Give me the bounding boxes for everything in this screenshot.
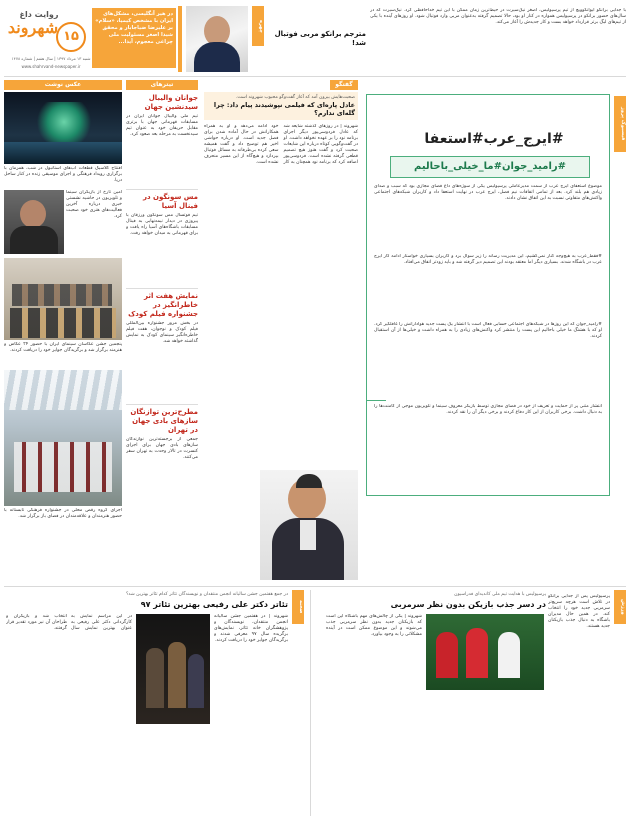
top-story-headline: مترجم برانکو مربی فوتبال شد! — [274, 30, 366, 47]
bottom-sport-subhead: پرسپولیس با هدایت تیم ملی کاندیدای فدراسیون — [454, 592, 546, 597]
photo-caption-4: اجرای گروه رقص محلی در جشنواره فرهنگی تابستانه با حضور هنرمندان و علاقه‌مندان در فضای باز برگزار شد. — [4, 508, 122, 519]
logo: شهروند — [7, 18, 59, 37]
masthead — [4, 4, 174, 74]
photo-night-concert — [4, 92, 122, 164]
bottom-sport-headline: در دسر جذب بازیکن بدون نظر سرمربی — [390, 600, 546, 609]
interview-photo — [260, 470, 358, 580]
photo-folk-dance — [4, 370, 122, 506]
interview-headline: عادل پاره‌ای که فیلمی نپوشیدند پیام داد: چرا گله‌ای ندارم؟ — [213, 101, 355, 117]
top-story-label: چهره — [252, 6, 264, 46]
bottom-theater-body-1: شهروند | در هفتمین جشن سالیانه انجمن منتقدان، نویسندگان و پژوهشگران خانه تئاتر، نمایش‌های برگزیده سال ۹۷ معرفی شدند و برگزیدگان جوایز خود را دریافت کردند. — [214, 614, 288, 643]
photo-caption-2: امین تارخ از بازیگران سینما و تلویزیون در حاشیه نشستی خبری درباره آخرین فعالیت‌های هنری خود صحبت کرد. — [66, 190, 122, 219]
main-feature-body-1: موضوع استعفای ایرج عرب از سمت مدیرعاملی پرسپولیس یکی از سوژه‌های داغ فضای مجازی بود که سبب و صدای زیادی هم بلند کرد. بعد از تمامی اتفاقات نیم فصل، ایرج عرب در نهایت استعفا داد و کاربران شبکه‌های اجتماعی واکنش‌های متفاوتی نسبت به این اتفاق نشان دادند. — [374, 184, 602, 201]
photo-caption-1: افتتاح کلاسیک قطعات آب‌های استانبول در شب، همزمان با برگزاری رویداد فرهنگی و اجرای موسیقی زنده در کنار ساحل دریا. — [4, 166, 122, 183]
photo-caption-3: پنجمین جشن عکاسان سینمای ایران با حضور ۲۴ عکاس و هنرمند برگزار شد و برگزیدگان جوایز خود را دریافت کردند. — [4, 342, 122, 353]
sidebar-tv-item-1-title: جوانان والیبال سیدنشین جهان — [144, 94, 198, 111]
photo-interview-man — [4, 190, 64, 254]
main-feature-hashtag-2: #رامید_جوان#ما_خیلی_باحالیم — [390, 156, 590, 178]
photo-column-label: عکس نوشت — [4, 80, 122, 90]
top-story-body: با جدایی برانکو ایوانکوویچ از تیم پرسپولیس، اصغر نیک‌سیرت در حیط‌ترین زمان ممکن با این تیم خداحافظی کرد. نیک‌سیرت که در سال‌های حضور برانکو در پرسپولیس همواره در کنار او بود، حالا تصمیم گرفته به‌عنوان مربی وارد فوتبال شود. او روزهای آینده با یکی از تیم‌های لیگ برتر قرارداد خواهد بست و کار جدیدش را آغاز می‌کند. — [370, 8, 626, 25]
sidebar-tv — [126, 94, 198, 534]
logo-top-text: روایت داغ — [19, 10, 59, 19]
sidebar-tv-label: تیترهای — [126, 80, 198, 90]
bottom-sport-body-1: پرسپولیس پس از جدایی برانکو در تلاش است هرچه سریع‌تر سرمربی جدید خود را انتخاب کند. در همین حال مدیران باشگاه به دنبال جذب بازیکنان جدید هستند. — [548, 594, 610, 629]
bottom-sport-label: ورزش — [614, 590, 626, 624]
sidebar-tv-item-1-body: تیم ملی والیبال جوانان ایران در مسابقات قهرمانی جهان با برتری مقابل حریفان خود به عنوان تیم سیدنخست به مرحله بعد صعود کرد. — [126, 114, 198, 137]
website: www.shahrvand-newspaper.ir — [21, 64, 81, 69]
main-feature-label: فیسبوک پروز — [614, 96, 626, 152]
sidebar-tv-item-2-body: تیم فوتسال مس سونگون ورزقان با پیروزی در دیدار نیمه‌نهایی به فینال مسابقات باشگاه‌های آسیا راه یافت و برای قهرمانی به میدان خواهد رفت. — [126, 213, 198, 236]
interview-label: گفتگو — [330, 80, 358, 90]
interview-intro: صحبت‌هایش بیرون آمد که آغاز گفت‌وگو محبوب شهروند است. — [235, 95, 355, 100]
sidebar-tv-item-2-title: مس سونگون در فینال آسیا — [142, 193, 198, 210]
hashtag-connector — [366, 400, 386, 401]
main-feature-body-4: انتشار متنی پر از حمایت و تعریف از خود در فضای مجازی توسط بازیگر معروف سینما و تلویزیون موجی از کامنت‌ها را به دنبال داشت. برخی کاربران از این کار دفاع کردند و برخی دیگر آن را نقد کردند. — [374, 404, 602, 415]
main-feature-body-3: #رامید_جوان که این روزها در شبکه‌های اجتماعی حسابی فعال است با انتشار یک پست جدید هوادارانش را غافلگیر کرد. او که با هشتگ ما خیلی باحالیم این پست را منتشر کرد واکنش‌های زیادی را به همراه داشت و خیلی‌ها از آن استقبال کردند. — [374, 322, 602, 339]
sidebar-tv-item-3-body: در بخش مرور جشنواره بین‌المللی فیلم کودک و نوجوان، هفت فیلم خاطره‌انگیز سینمای کودک به نمایش گذاشته خواهد شد. — [126, 321, 198, 344]
main-feature-body-2: #فقط_عرب به هیچ‌وجه کنار نمی‌کشیم، این مدیریت رسانه را زیر سوال برد و کاربران بسیاری خواستار ادامه کار ایرج عرب در باشگاه شدند. بسیاری دیگر اما معتقد بودند این تصمیم دیر گرفته شد و باید زودتر اتفاق می‌افتاد. — [374, 254, 602, 265]
sidebar-tv-item-3-title: نمایش هفت اثر خاطرانگیز در جشنواره فیلم کودک — [128, 292, 198, 318]
photo-award-group — [4, 258, 122, 340]
interview-body: شهروند | در روزهای گذشته شایعه شد که عادل فردوسی‌پور دیگر اجرای برنامه نود را بر عهده نخواهد داشت. او در گفت‌وگویی کوتاه درباره این شایعات صحبت کرد و گفت هنوز هیچ تصمیم قطعی گرفته نشده است. فردوسی‌پور اضافه کرد که برنامه نود همچنان به کار خود ادامه می‌دهد و او به همراه همکارانش در حال آماده شدن برای فصل جدید است. او درباره حواشی اخیر هم توضیح داد و گفت همیشه سعی کرده بی‌طرفانه به مسائل فوتبال بپردازد و هیچ‌گاه از این مسیر منحرف نشده است. — [204, 124, 358, 165]
teaser-banner: در هیر آنگلیسی، مشکل‌های ایران با مشخص کیمیا، «سلام» بر علیرضا ضیاجابار و محقق شیدا اصغر مسئولیت ملی چراغی معجوم، آیدا... — [92, 8, 176, 68]
sidebar-tv-item-4-body: جمعی از برجسته‌ترین نوازندگان سازهای بادی جهان برای اجرای کنسرت در تالار وحدت به تهران سفر می‌کنند. — [126, 437, 198, 460]
bottom-theater-label: صحنه — [292, 590, 304, 624]
bottom-sport-body-2: شهروند | یکی از چالش‌های مهم باشگاه این است که بازیکنان جدید بدون نظر سرمربی جذب می‌شوند و این موضوع ممکن است در آینده مشکلاتی را به وجود بیاورد. — [326, 614, 422, 637]
orange-divider — [178, 6, 182, 72]
bottom-sport-photo — [426, 614, 544, 690]
top-story-photo — [186, 6, 248, 72]
bottom-theater-headline: تئاتر دکتر علی رفیعی بهترین تئاتر ۹۷ — [140, 600, 288, 609]
bottom-theater-photo — [136, 614, 210, 724]
bottom-theater-subhead: در جمع هفتمین جشن سالیانه انجمن منتقدان و نویسندگان تئاتر کدام تئاتر بهترین شد؟ — [125, 592, 288, 597]
date-line: شنبه ۱۳ مرداد ۱۳۹۷ | سال هفتم | شماره ۱۴۷۸ — [11, 56, 91, 61]
sidebar-tv-item-4-title: مطرح‌ترین توازنگان سازهای بادی جهان در تهران — [130, 408, 198, 434]
bottom-theater-body-2: در این مراسم نمایش به کارگردانی دکتر علی رفیعی به عنوان بهترین نمایش سال انتخاب شد و بازیگران و طراحان آن نیز مورد تقدیر قرار گرفتند. — [6, 614, 132, 631]
main-feature-hashtag-1: #ایرج_عرب#استعفا — [424, 131, 564, 147]
interview-headline-box — [204, 92, 358, 120]
page-number-badge: ۱۵ — [56, 22, 86, 52]
